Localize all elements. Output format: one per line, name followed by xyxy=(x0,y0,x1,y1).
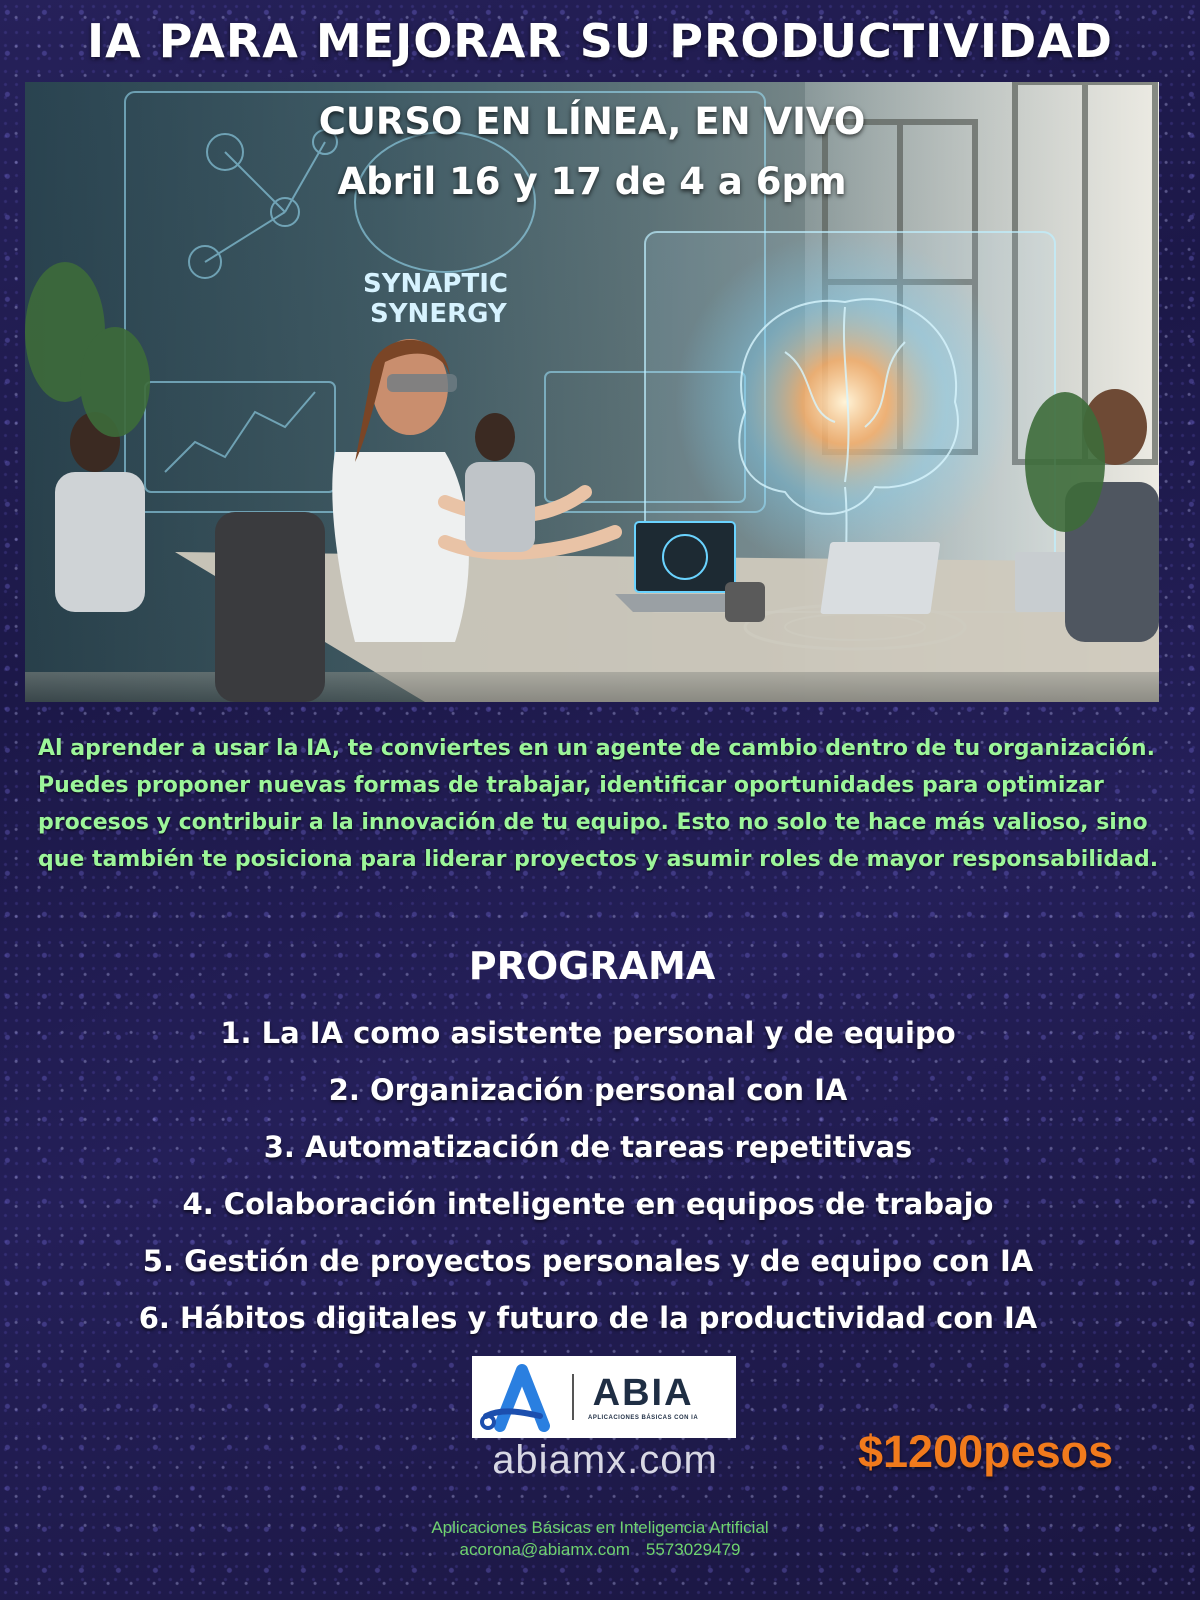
course-date-heading: Abril 16 y 17 de 4 a 6pm xyxy=(337,160,847,203)
abia-logo xyxy=(472,1356,736,1438)
program-item: 1. La IA como asistente personal y de equipo xyxy=(220,1016,956,1050)
logo-divider xyxy=(572,1374,574,1420)
contact-phone[interactable]: 5573029479 xyxy=(645,1540,741,1559)
program-item: 3. Automatización de tareas repetitivas xyxy=(263,1130,913,1164)
abia-logo-icon xyxy=(472,1356,572,1438)
page-title: IA PARA MEJORAR SU PRODUCTIVIDAD xyxy=(87,14,1113,68)
screen-text-synergy: SYNERGY xyxy=(370,299,507,329)
intro-paragraph: Al aprender a usar la IA, te conviertes en un agente de cambio dentro de tu organización. Puedes proponer nuevas formas de trabajar, identificar oportunidades para optimizar procesos y contribuir a la innovación de tu equipo. Esto no solo te hace más valioso, sino que también te posiciona para liderar proyectos y asumir roles de mayor responsabilidad. xyxy=(38,736,1159,872)
program-item: 6. Hábitos digitales y futuro de la productividad con IA xyxy=(138,1301,1038,1335)
logo-subtitle: APLICACIONES BÁSICAS CON IA xyxy=(588,1415,699,1421)
website-link[interactable]: abiamx.com xyxy=(492,1438,718,1482)
program-heading: PROGRAMA xyxy=(468,944,716,988)
program-item: 4. Colaboración inteligente en equipos de trabajo xyxy=(182,1187,994,1221)
screen-text-synaptic: SYNAPTIC xyxy=(363,269,508,299)
program-item: 2. Organización personal con IA xyxy=(328,1073,848,1107)
course-format-heading: CURSO EN LÍNEA, EN VIVO xyxy=(318,100,866,143)
hero-image xyxy=(25,82,1159,702)
logo-name: ABIA xyxy=(592,1372,694,1414)
contact-email[interactable]: acorona@abiamx.com xyxy=(459,1540,630,1559)
price-label: $1200pesos xyxy=(858,1426,1114,1477)
program-item: 5. Gestión de proyectos personales y de equipo con IA xyxy=(142,1244,1034,1278)
program-list xyxy=(0,1005,1176,1347)
footer-tagline: Aplicaciones Básicas en Inteligencia Artificial xyxy=(431,1518,769,1537)
footer-contact xyxy=(0,1540,1200,1560)
